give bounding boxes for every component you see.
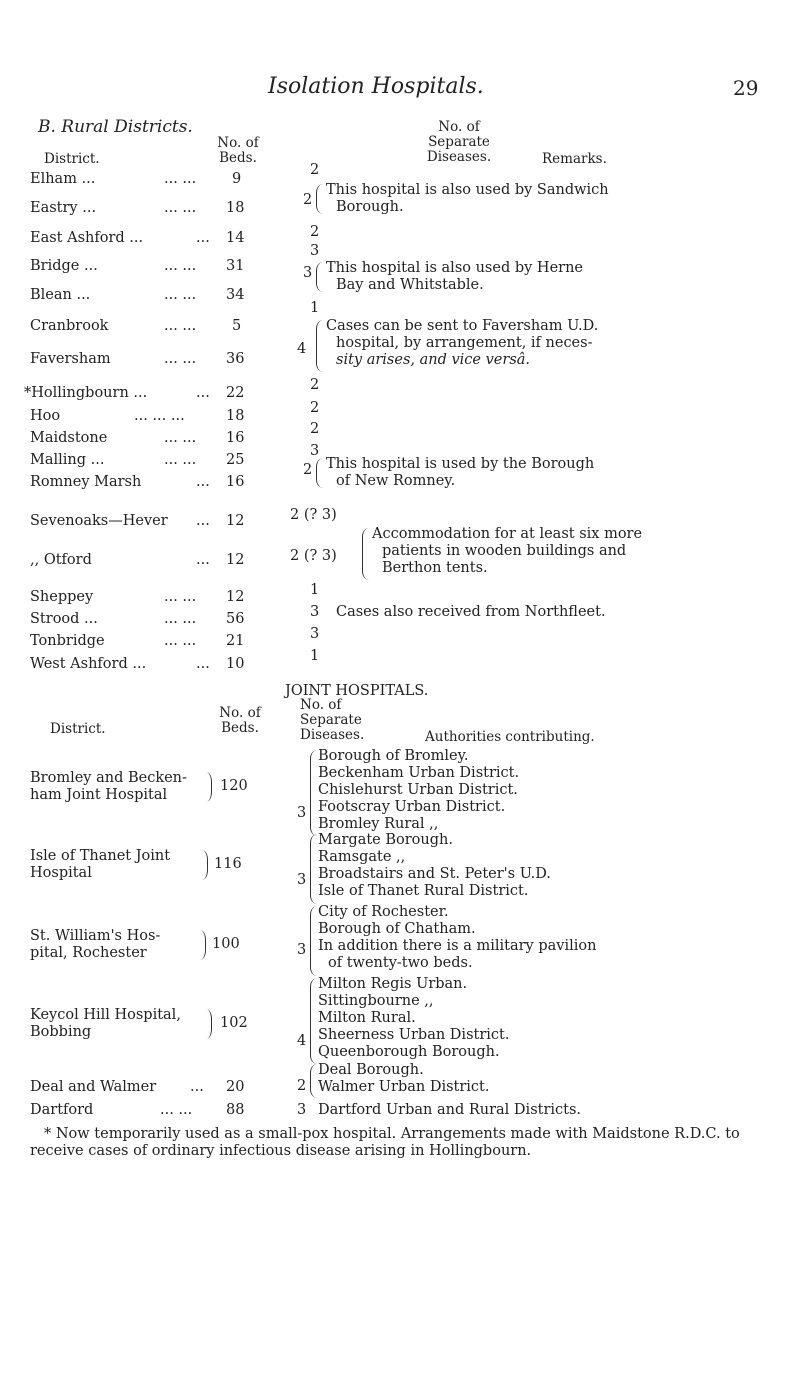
table-row: Cranbrook [30,318,109,334]
diseases-value: 2 [310,421,320,437]
table-row: Elham ... [30,171,96,187]
diseases-value: 2 [310,377,320,393]
diseases-value: 1 [310,648,320,664]
diseases-value: 2 [303,462,313,478]
brace [206,1009,212,1039]
brace [310,1064,317,1098]
leader-dots: ... ... [164,430,197,446]
joint-col-district: District. [50,721,106,737]
beds-value: 12 [226,552,245,568]
joint-col-beds: No. of Beds. [219,705,261,736]
brace [310,750,317,836]
section-heading-rural: B. Rural Districts. [38,117,193,137]
diseases-value: 3 [310,443,320,459]
table-row: Blean ... [30,287,91,303]
joint-col-diseases: No. of Separate Diseases. [300,697,365,743]
page-title: Isolation Hospitals. [268,74,484,99]
table-row: Malling ... [30,452,105,468]
leader-dots: ... [196,474,210,490]
beds-value: 18 [226,408,245,424]
table-row: Eastry ... [30,200,97,216]
brace [202,850,208,880]
brace [310,906,317,976]
diseases-value: 4 [297,341,307,357]
rural-col-beds: No. of Beds. [217,135,259,166]
brace [362,528,369,580]
beds-value: 16 [226,430,245,446]
brace [206,772,212,802]
footnote: * Now temporarily used as a small-pox hospital. Arrangements made with Maidstone R.D.C. to receive cases of ordinary infectious disease arising in Hollingbourn. [30,1126,740,1159]
leader-dots: ... [196,385,210,401]
beds-value: 16 [226,474,245,490]
beds-value: 25 [226,452,245,468]
brace [316,320,323,372]
brace [310,978,317,1064]
leader-dots: ... ... [164,611,197,627]
leader-dots: ... [196,656,210,672]
table-row: *Hollingbourn ... [24,385,148,401]
rural-col-diseases: No. of Separate Diseases. [426,119,492,165]
table-row: West Ashford ... [30,656,147,672]
table-row: Strood ... [30,611,98,627]
beds-value: 36 [226,351,245,367]
section-heading-joint: JOINT HOSPITALS. [285,683,429,699]
brace [316,262,323,292]
beds-value: 34 [226,287,245,303]
brace [316,184,323,214]
beds-value: 21 [226,633,245,649]
diseases-value: 2 (? 3) [290,507,337,523]
diseases-value: 3 [310,626,320,642]
table-row: East Ashford ... [30,230,144,246]
beds-value: 14 [226,230,245,246]
diseases-value: 1 [310,300,320,316]
beds-value: 12 [226,513,245,529]
brace [316,458,323,488]
beds-value: 9 [232,171,242,187]
diseases-value: 3 [310,243,320,259]
leader-dots: ... ... [164,258,197,274]
diseases-value: 1 [310,582,320,598]
rural-col-remarks: Remarks. [542,151,607,167]
leader-dots: ... ... [164,318,197,334]
leader-dots: ... ... [164,171,197,187]
leader-dots: ... ... ... [134,408,185,424]
remark-strood: Cases also received from Northfleet. [336,604,606,620]
diseases-value: 3 [303,265,313,281]
beds-value: 10 [226,656,245,672]
beds-value: 22 [226,385,245,401]
table-row: Bridge ... [30,258,98,274]
table-row: Maidstone [30,430,108,446]
leader-dots: ... [196,230,210,246]
leader-dots: ... ... [164,287,197,303]
leader-dots: ... ... [164,452,197,468]
leader-dots: ... ... [164,633,197,649]
table-row: Romney Marsh [30,474,142,490]
diseases-value: 2 (? 3) [290,548,337,564]
leader-dots: ... ... [164,200,197,216]
leader-dots: ... [196,513,210,529]
brace [310,834,317,904]
beds-value: 18 [226,200,245,216]
diseases-value: 2 [310,400,320,416]
brace [200,930,206,960]
table-row: Sheppey [30,589,94,605]
joint-col-authorities: Authorities contributing. [425,729,595,745]
beds-value: 56 [226,611,245,627]
table-row: Tonbridge [30,633,105,649]
leader-dots: ... ... [164,351,197,367]
beds-value: 12 [226,589,245,605]
table-row: ,, Otford [30,552,92,568]
diseases-value: 2 [310,162,320,178]
rural-col-district: District. [44,151,100,167]
diseases-value: 2 [303,192,313,208]
beds-value: 5 [232,318,242,334]
page-number: 29 [733,76,759,100]
table-row: Hoo [30,408,61,424]
diseases-value: 3 [310,604,320,620]
table-row: Faversham [30,351,111,367]
leader-dots: ... [196,552,210,568]
beds-value: 31 [226,258,245,274]
diseases-value: 2 [310,224,320,240]
leader-dots: ... ... [164,589,197,605]
table-row: Sevenoaks—Hever [30,513,168,529]
